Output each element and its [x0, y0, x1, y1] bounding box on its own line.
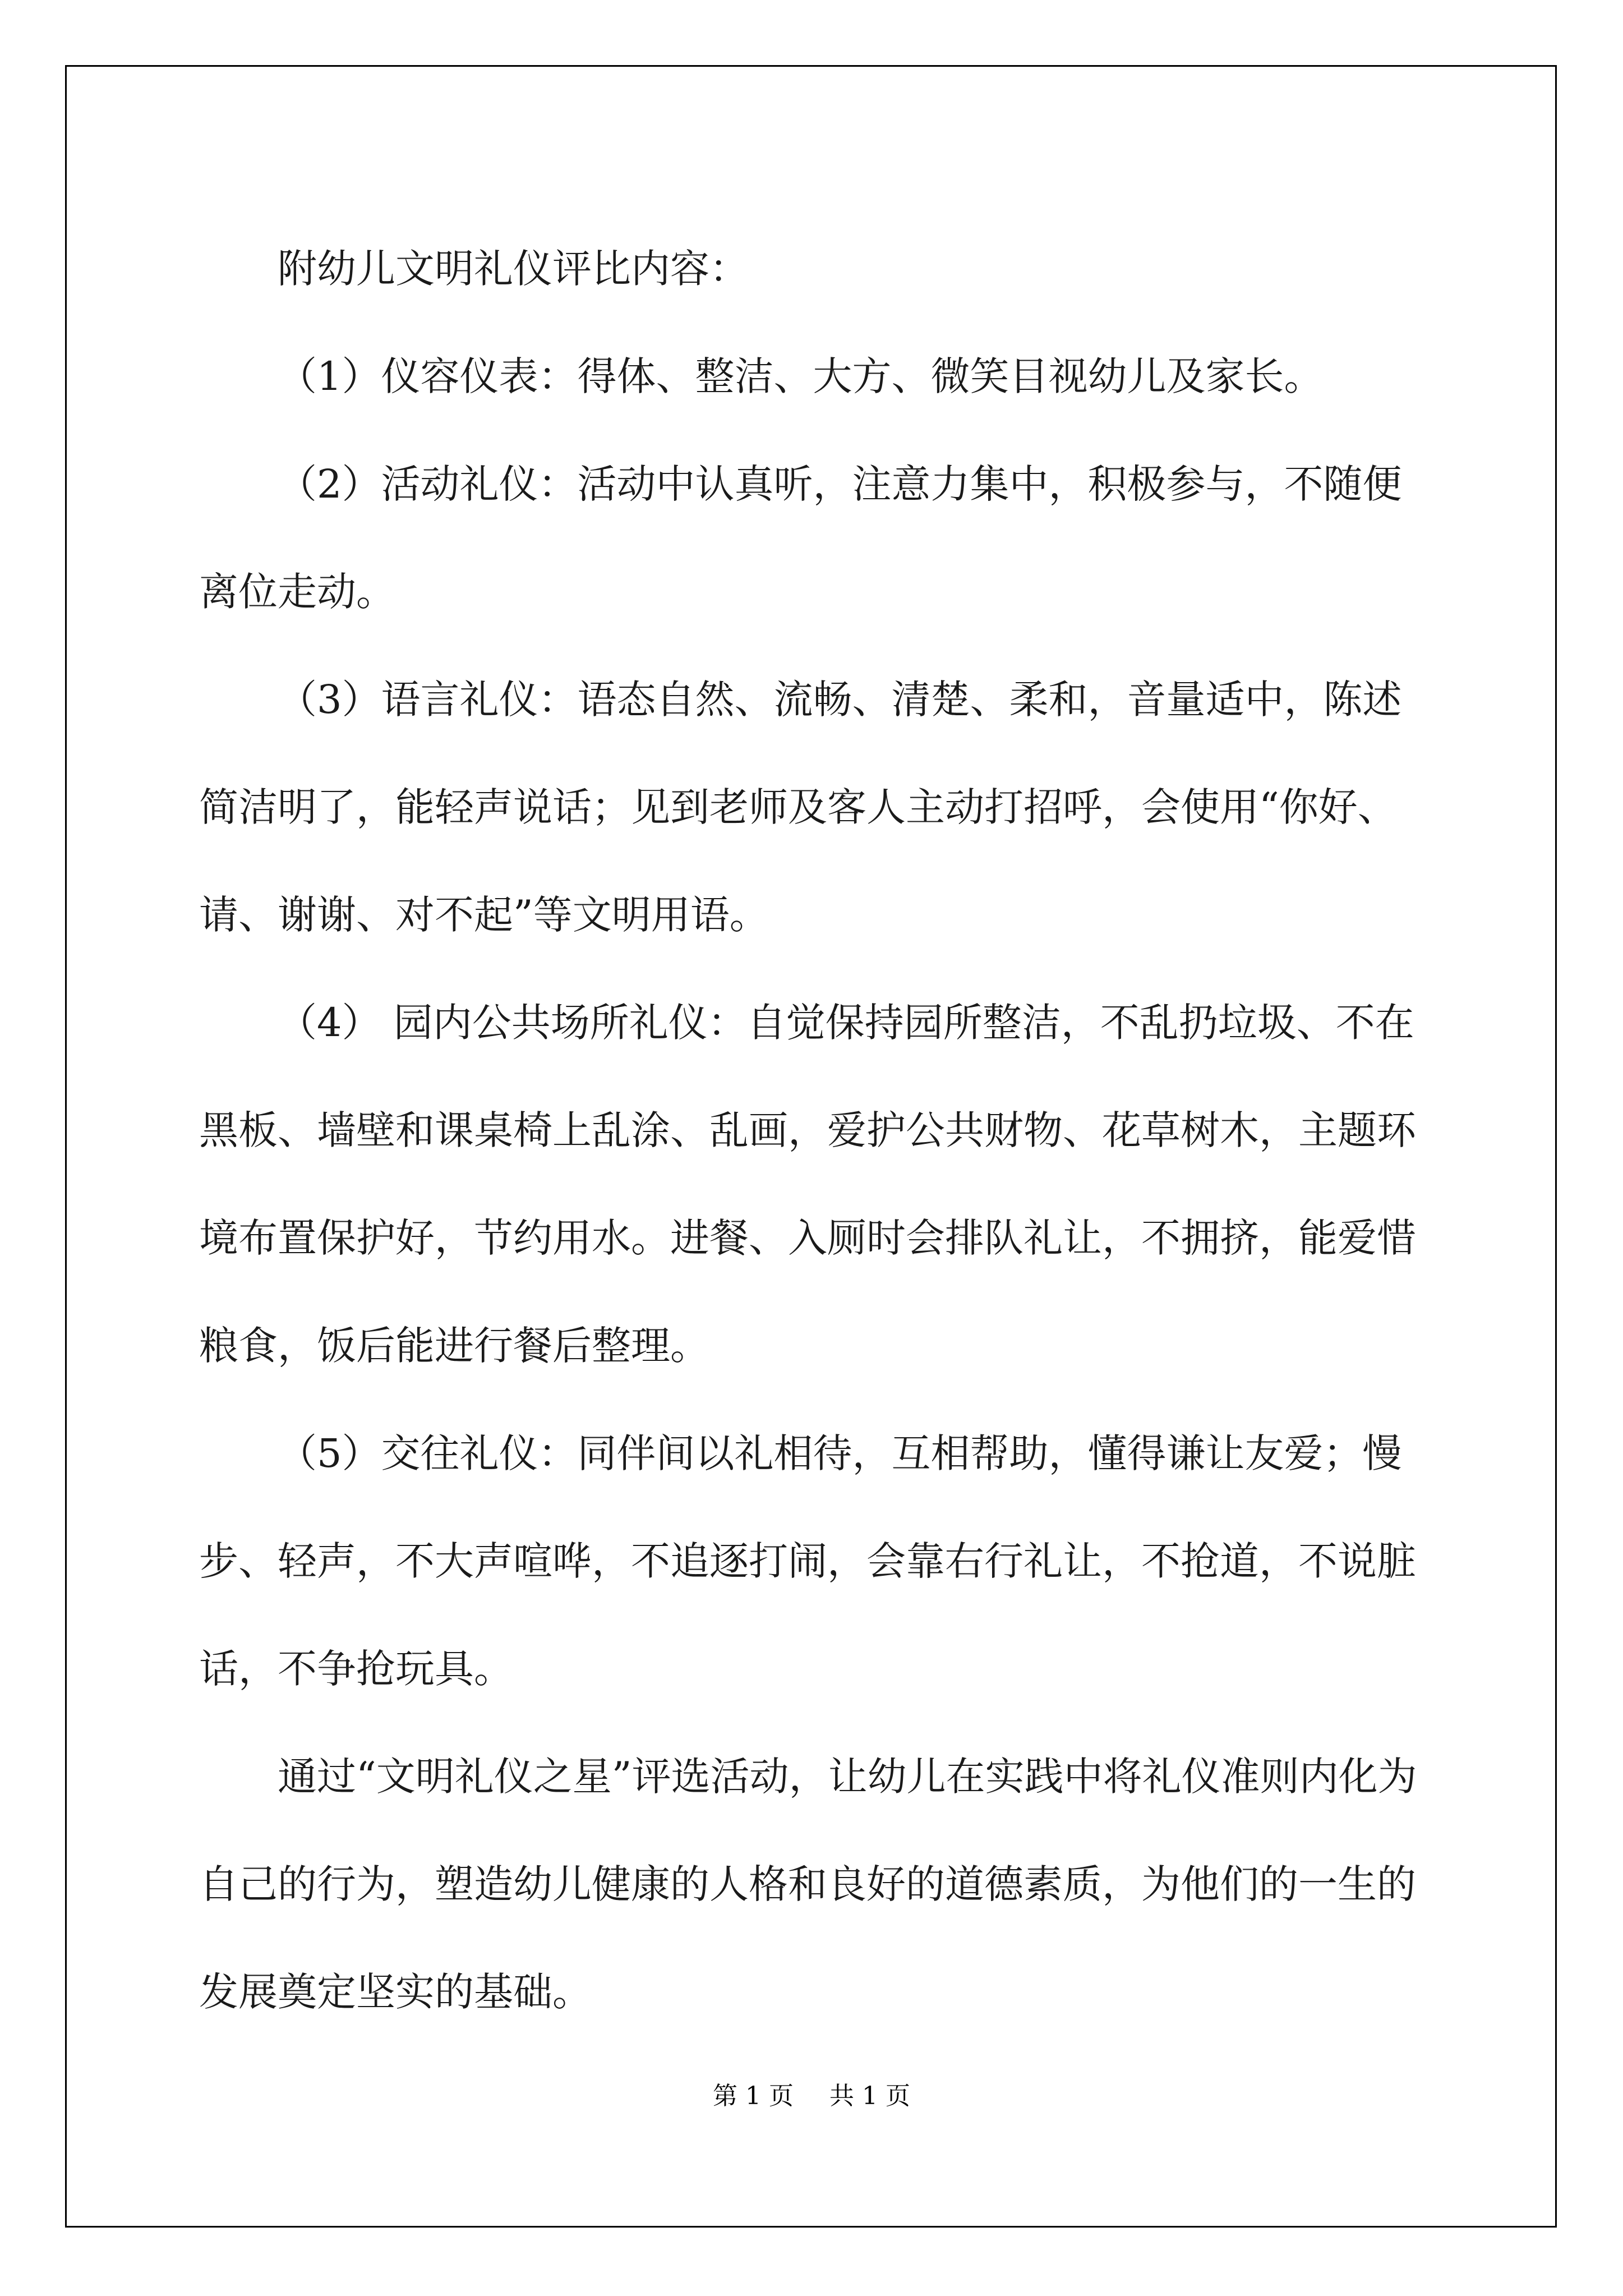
- page-footer: [0, 2076, 1623, 2111]
- document-heading: 附幼儿文明礼仪评比内容：: [278, 246, 749, 292]
- item-social-etiquette: （5）交往礼仪：同伴间以礼相待，互相帮助，懂得谦让友爱；慢步、轻声，不大声喧哗，不追逐打闹，会靠右行礼让，不抢道，不说脏话，不争抢玩具。: [199, 1430, 1416, 1692]
- item-language-etiquette: （3）语言礼仪：语态自然、流畅、清楚、柔和，音量适中，陈述简洁明了，能轻声说话；见到老师及客人主动打招呼，会使用“你好、请、谢谢、对不起”等文明用语。: [199, 677, 1402, 938]
- page-total: 共 1 页: [829, 2082, 910, 2110]
- item-appearance: （1）仪容仪表：得体、整洁、大方、微笑目视幼儿及家长。: [278, 353, 1324, 399]
- item-activity-etiquette: （2）活动礼仪：活动中认真听，注意力集中，积极参与，不随便离位走动。: [199, 461, 1402, 615]
- item-public-place-etiquette: （4） 园内公共场所礼仪：自觉保持园所整洁，不乱扔垃圾、不在黑板、墙壁和课桌椅上乱涂、乱画，爱护公共财物、花草树木，主题环境布置保护好，节约用水。进餐、入厕时会排队礼让，不拥挤，能爱惜粮食，饭后能进行餐后整理。: [199, 1000, 1416, 1369]
- conclusion-paragraph: 通过“文明礼仪之星”评选活动，让幼儿在实践中将礼仪准则内化为自己的行为，塑造幼儿健康的人格和良好的道德素质，为他们的一生的发展奠定坚实的基础。: [199, 1754, 1417, 2015]
- page-number: 第 1 页: [713, 2082, 794, 2110]
- document-body: [199, 215, 1433, 2046]
